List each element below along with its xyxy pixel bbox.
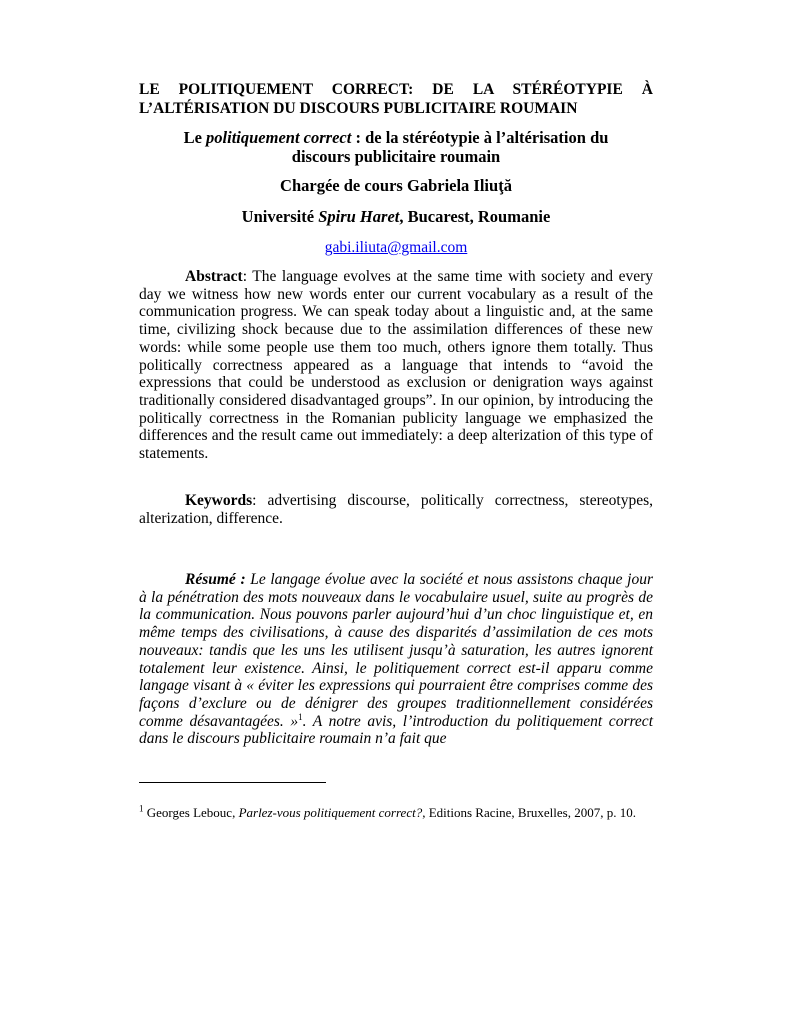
abstract-text: : The language evolves at the same time with society and every day we witness how new words enter our current vocabulary as a result of the communication progress. We can speak today about a linguistic and, at the same time, civilizing shock because due to the assimilation differences of these new words: while some people use them too much, others ignore them totally. Thus politically correctness appeared as a language that intends to “avoid the expressions that could be understood as exclusion or denigration ways against traditionally considered disadvantaged groups”. In our opinion, by introducing the politically correctness in the Romanian publicity language we emphasized the differences and the result came out immediately: a deep alterization of this type of statements. — [139, 268, 653, 463]
keywords-paragraph — [139, 492, 653, 527]
affiliation-italic: Spiru Haret — [318, 207, 400, 226]
paper-title-uppercase — [139, 80, 653, 118]
paper-subtitle — [139, 128, 653, 166]
footnote-rest: , Editions Racine, Bruxelles, 2007, p. 10. — [422, 805, 636, 820]
email-link[interactable]: gabi.iliuta@gmail.com — [324, 239, 468, 256]
footnote-number: 1 — [139, 803, 144, 814]
subtitle-italic: politiquement correct — [206, 128, 352, 147]
keywords-text: : advertising discourse, politically correctness, stereotypes, alterization, difference. — [139, 492, 653, 527]
title-line-1: LE POLITIQUEMENT CORRECT: DE LA STÉRÉOTYPIE À — [139, 81, 653, 98]
resume-paragraph — [139, 571, 653, 748]
keywords-label: Keywords — [185, 492, 253, 509]
author-email — [139, 238, 653, 258]
abstract-label: Abstract — [185, 268, 243, 285]
resume-text: Le langage évolue avec la société et nous assistons chaque jour à la pénétration des mots nouveaux dans le vocabulaire usuel, suite au progrès de la communication. Nous pouvons parler aujourd’hui d’un choc linguistique et, en même temps des civilisations, à cause des disparités d’assimilation de ces mots nouveaux: tandis que les uns les utilisent jusqu’à saturation, les autres ignorent totalement leur existence. Ainsi, le politiquement correct est-il apparu comme langage visant à « éviter les expressions qui pourraient être comprises comme des façons d’exclure ou de dénigrer des groupes traditionnellement considérées comme désavantagées. » — [139, 571, 654, 730]
footnote-reference[interactable]: 1 — [298, 711, 303, 722]
resume-text-continued: . A notre avis, l’introduction du politiquement correct dans le discours publicitaire roumain n’a fait que — [139, 712, 653, 748]
footnote-divider — [139, 782, 326, 783]
affiliation-prefix: Université — [241, 207, 319, 226]
footnote — [139, 804, 653, 821]
subtitle-line-2: discours publicitaire roumain — [291, 147, 501, 166]
subtitle-rest: : de la stéréotypie à l’altérisation du — [351, 128, 609, 147]
resume-label: Résumé : — [185, 571, 246, 588]
affiliation-rest: , Bucarest, Roumanie — [399, 207, 551, 226]
subtitle-prefix: Le — [183, 128, 207, 147]
footnote-author: Georges Lebouc, — [143, 805, 239, 820]
author-affiliation — [139, 207, 653, 227]
footnote-book-title: Parlez-vous politiquement correct? — [238, 805, 423, 820]
title-line-2: L’ALTÉRISATION DU DISCOURS PUBLICITAIRE ROUMAIN — [139, 100, 578, 117]
abstract-paragraph — [139, 268, 653, 463]
author-name: Chargée de cours Gabriela Iliuţă — [280, 176, 512, 195]
